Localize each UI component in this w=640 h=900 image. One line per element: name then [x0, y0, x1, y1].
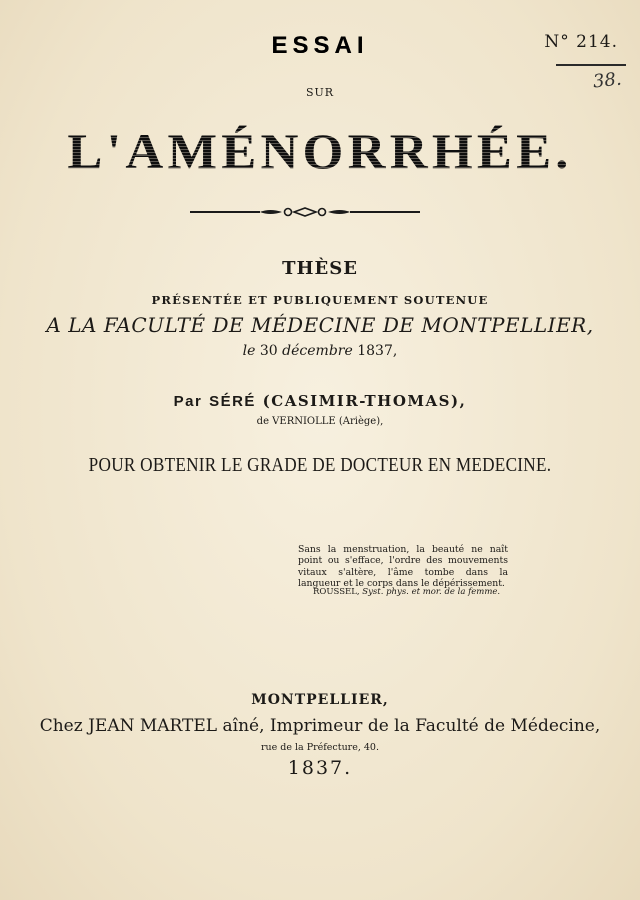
date-month: décembre [282, 343, 353, 359]
epigraph-work: Syst. phys. et mor. de la femme. [362, 587, 501, 597]
epigraph-source [313, 587, 500, 597]
date-year: 1837, [357, 343, 398, 359]
imprint-printer: Chez JEAN MARTEL aîné, Imprimeur de la Faculté de Médecine, [39, 716, 601, 736]
defense-date [0, 343, 640, 359]
date-day: 30 [259, 343, 278, 359]
author-given-names: (CASIMIR-THOMAS), [262, 392, 467, 410]
author-name: SÉRÉ [209, 393, 256, 410]
these-heading: THÈSE [282, 258, 358, 279]
epigraph-text: Sans la menstruation, la beauté ne naît point ou s'efface, l'ordre des mouvements vitaux s'altère, l'âme tombe dans la langueur et le corps dans le dépérissement. [298, 544, 508, 590]
handwritten-note: 38. [592, 68, 624, 93]
imprint-place: MONTPELLIER, [251, 692, 389, 708]
main-title-text: L'AMÉNORRHÉE. [67, 123, 573, 179]
catalog-rule [556, 64, 626, 66]
degree-purpose: POUR OBTENIR LE GRADE DE DOCTEUR EN MEDECINE. [88, 454, 552, 476]
author-line [0, 392, 640, 410]
ornament-rule [190, 205, 420, 219]
imprint-year: 1837. [287, 757, 353, 779]
main-title [0, 122, 640, 180]
essai-heading [0, 32, 640, 60]
imprint-address: rue de la Préfecture, 40. [260, 742, 379, 753]
epigraph-author: ROUSSEL, [313, 587, 360, 597]
presentee-line: PRÉSENTÉE ET PUBLIQUEMENT SOUTENUE [151, 293, 489, 307]
author-par: Par [173, 393, 203, 410]
author-origin: de VERNIOLLE (Ariège), [256, 416, 384, 427]
catalog-number: N° 214. [544, 32, 618, 52]
sur-label: SUR [305, 86, 335, 99]
faculte-line: A LA FACULTÉ DE MÉDECINE DE MONTPELLIER, [46, 313, 594, 337]
essai-text: ESSAI [271, 32, 369, 59]
date-le: le [242, 343, 256, 359]
